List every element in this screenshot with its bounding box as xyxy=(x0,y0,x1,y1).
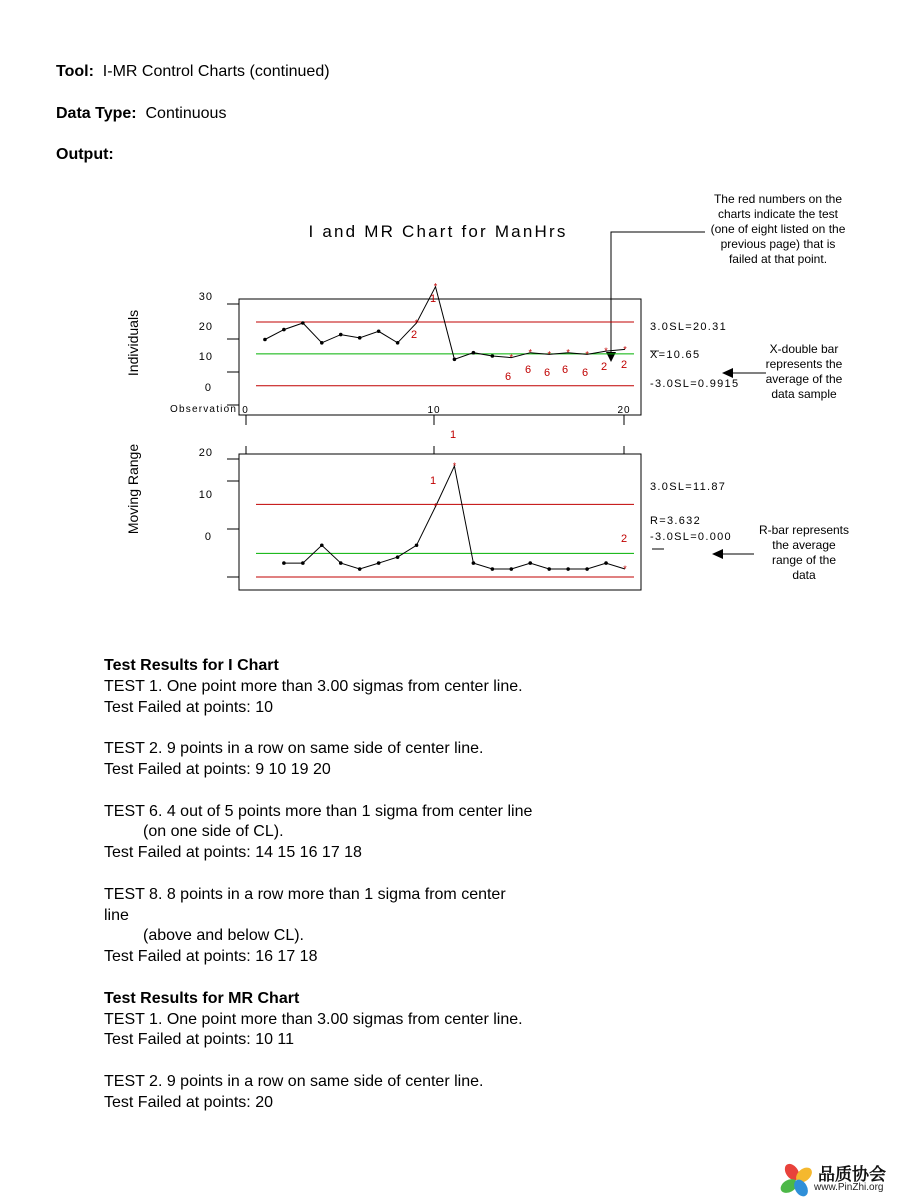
i-ytick-label: 20 xyxy=(198,321,213,333)
i-data-point xyxy=(377,329,381,333)
annotation-line: previous page) that is xyxy=(720,237,836,251)
mr-data-point xyxy=(320,543,324,547)
chart-marks xyxy=(256,282,634,577)
i-data-point xyxy=(396,341,400,345)
red-numbers-arrow xyxy=(611,232,705,353)
i-ytick-label: 30 xyxy=(198,291,213,303)
mr-ytick-label: 20 xyxy=(198,447,213,459)
mr-failed-point: * xyxy=(623,564,627,575)
i-ytick-label: 10 xyxy=(198,351,213,363)
annotation-line: the average xyxy=(772,538,836,552)
result-line: TEST 1. One point more than 3.00 sigmas from center line. xyxy=(104,1010,523,1028)
datatype-value: Continuous xyxy=(145,105,227,122)
result-line: TEST 1. One point more than 3.00 sigmas from center line. xyxy=(104,677,523,695)
mr-data-point xyxy=(282,561,286,565)
i-test-label: 6 xyxy=(561,364,569,376)
i-failed-point: * xyxy=(414,318,419,328)
result-line: TEST 6. 4 out of 5 points more than 1 sigma from center line xyxy=(104,802,533,820)
mr-chart-results-heading: Test Results for MR Chart xyxy=(104,989,300,1007)
tool-label: Tool: xyxy=(56,63,94,80)
mr-data-point xyxy=(301,561,305,565)
i-test-label: 6 xyxy=(543,367,551,379)
mr-data-point xyxy=(604,561,608,565)
i-center-label: X=10.65 xyxy=(650,349,701,361)
annotation-line: represents the xyxy=(765,357,843,371)
output-label: Output: xyxy=(56,146,114,163)
x-axis-label: Observation xyxy=(170,404,238,415)
result-line: TEST 2. 9 points in a row on same side of center line. xyxy=(104,740,484,758)
mr-data-point xyxy=(491,567,495,571)
i-data-point xyxy=(491,354,495,358)
mr-ytick-label: 0 xyxy=(204,531,212,543)
x-tick-label: 10 xyxy=(427,405,441,416)
logo-url: www.PinZhi.org xyxy=(814,1182,884,1193)
i-failed-point: * xyxy=(509,352,514,363)
x-tick-label: 20 xyxy=(617,405,631,416)
result-line: Test Failed at points: 10 xyxy=(104,698,273,716)
rbar-arrowhead xyxy=(712,549,723,559)
i-test-label: 6 xyxy=(581,367,589,379)
annotation-line: R-bar represents xyxy=(758,523,850,537)
mr-chart-frame xyxy=(239,454,641,590)
i-test-label: 1 xyxy=(429,293,437,305)
result-line: (above and below CL). xyxy=(143,927,304,945)
i-data-point xyxy=(301,321,305,325)
pinzhi-logo-icon xyxy=(778,1162,814,1198)
rbar-annotation xyxy=(748,523,860,583)
i-failed-point: * xyxy=(623,344,627,355)
mr-ytick-label: 10 xyxy=(198,489,213,501)
mr-data-point xyxy=(396,555,400,559)
result-line: (on one side of CL). xyxy=(143,823,284,841)
result-line: Test Failed at points: 20 xyxy=(104,1093,273,1111)
xbar-arrowhead xyxy=(722,368,733,378)
i-series-line xyxy=(265,287,625,360)
mr-data-point xyxy=(566,567,570,571)
red-numbers-annotation xyxy=(700,192,856,267)
i-chart-results-heading: Test Results for I Chart xyxy=(104,657,279,674)
mr-test-label: 1 xyxy=(429,475,437,487)
mr-test-label: 2 xyxy=(620,533,628,545)
annotation-line: average of the xyxy=(765,372,843,386)
annotation-line: failed at that point. xyxy=(728,252,828,266)
datatype-label: Data Type: xyxy=(56,105,137,122)
annotation-line: The red numbers on the xyxy=(713,192,843,206)
mr-data-point xyxy=(339,561,343,565)
tool-value: I-MR Control Charts (continued) xyxy=(102,63,330,80)
i-test-label: 2 xyxy=(600,361,608,373)
i-test-label: 6 xyxy=(504,371,512,383)
mr-data-point xyxy=(547,567,551,571)
result-line: line xyxy=(104,906,129,924)
result-line: TEST 2. 9 points in a row on same side of center line. xyxy=(104,1072,484,1090)
mr-data-point xyxy=(472,561,476,565)
result-line: Test Failed at points: 16 17 18 xyxy=(104,948,318,966)
mr-data-point xyxy=(528,561,532,565)
test-results xyxy=(104,656,584,1114)
i-data-point xyxy=(263,338,267,342)
annotation-line: data sample xyxy=(771,387,837,401)
chart-title: I and MR Chart for ManHrs xyxy=(308,222,568,241)
mr-center-label: R=3.632 xyxy=(650,515,701,527)
result-line: TEST 8. 8 points in a row more than 1 sigma from center xyxy=(104,885,506,903)
i-lcl-label: -3.0SL=0.9915 xyxy=(650,378,740,390)
mr-data-point xyxy=(585,567,589,571)
i-data-point xyxy=(320,341,324,345)
mr-ucl-label: 3.0SL=11.87 xyxy=(650,481,727,493)
i-chart-frame xyxy=(239,299,641,415)
result-line: Test Failed at points: 10 11 xyxy=(104,1031,295,1049)
i-test-label: 2 xyxy=(410,329,418,341)
i-data-point xyxy=(358,336,362,340)
i-chart-yticks xyxy=(227,304,239,405)
xbar-annotation xyxy=(752,342,856,402)
annotation-line: X-double bar xyxy=(769,342,839,356)
i-failed-point: * xyxy=(604,346,608,357)
i-data-point xyxy=(472,351,476,355)
i-failed-point: * xyxy=(566,347,570,358)
i-data-point xyxy=(453,358,457,362)
result-line: Test Failed at points: 9 10 19 20 xyxy=(104,760,331,778)
i-data-point xyxy=(339,333,343,337)
mr-test-label: 1 xyxy=(449,429,457,441)
mr-lcl-label: -3.0SL=0.000 xyxy=(650,531,732,543)
i-failed-point: * xyxy=(585,349,589,360)
i-ytick-label: 0 xyxy=(204,382,212,394)
mr-failed-point: * xyxy=(433,501,438,512)
mr-ylabel: Moving Range xyxy=(125,443,141,535)
x-axis xyxy=(246,415,624,425)
i-failed-point: * xyxy=(528,347,533,358)
mr-data-point xyxy=(377,561,381,565)
mr-data-point xyxy=(358,567,362,571)
i-test-label: 6 xyxy=(524,364,532,376)
mr-chart-yticks xyxy=(227,459,239,577)
annotation-line: data xyxy=(792,568,816,582)
result-line: Test Failed at points: 14 15 16 17 18 xyxy=(104,844,362,862)
i-test-label: 2 xyxy=(620,359,628,371)
annotation-line: charts indicate the test xyxy=(717,207,839,221)
logo-chinese-name: 品质协会 xyxy=(818,1165,886,1184)
i-ylabel: Individuals xyxy=(125,309,141,377)
i-failed-point: * xyxy=(433,281,438,292)
i-data-point xyxy=(282,328,286,332)
pinzhi-logo[interactable] xyxy=(778,1160,898,1196)
x-tick-label: 0 xyxy=(242,405,248,416)
mr-data-point xyxy=(415,543,419,547)
mr-failed-point: * xyxy=(452,461,457,472)
i-ucl-label: 3.0SL=20.31 xyxy=(650,321,727,333)
annotation-line: (one of eight listed on the xyxy=(710,222,846,236)
mr-data-point xyxy=(510,567,514,571)
annotation-line: range of the xyxy=(771,553,837,567)
i-failed-point: * xyxy=(547,349,551,360)
